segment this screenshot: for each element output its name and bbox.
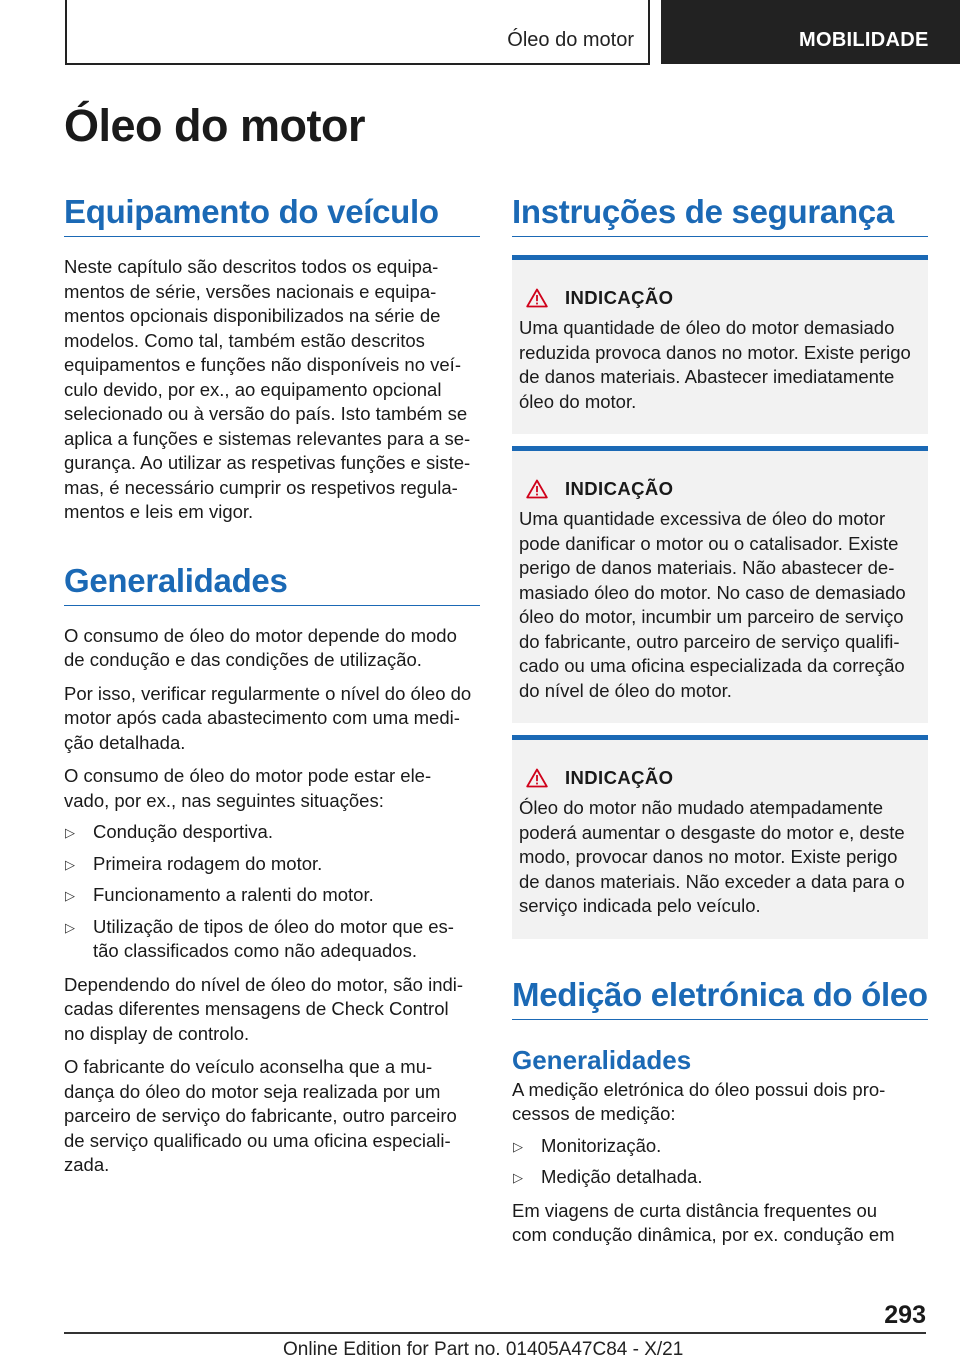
notice-box: [512, 446, 928, 723]
left-column: [64, 192, 480, 1178]
triangle-bullet-icon: ▷: [513, 1138, 523, 1154]
subheading-general: Generalidades: [512, 1044, 692, 1075]
notice-text: Óleo do motor não mudado atempadamente poderá aumentar o desgaste do motor e, deste modo, provocar danos no motor. Existe perigo de danos materiais. Não exceder a data para o serviço indicada pelo veículo.: [519, 797, 905, 916]
page-number: 293: [884, 1301, 926, 1329]
triangle-bullet-icon: ▷: [513, 1170, 523, 1185]
footer-rule: [64, 1332, 926, 1334]
warning-triangle-icon: [526, 479, 548, 499]
measurement-paragraph-1: A medição eletrónica do óleo possui dois pro- cessos de medição:: [512, 1078, 886, 1124]
warning-triangle-icon: [526, 288, 548, 308]
page-footer: [0, 1290, 960, 1362]
triangle-bullet-icon: ▷: [65, 825, 75, 840]
header-chapter-tab: MOBILIDADE: [661, 0, 960, 64]
list-item: ▷ Monitorização.: [512, 1134, 928, 1159]
warning-triangle-icon: [526, 768, 548, 788]
list-item: ▷ Medição detalhada.: [512, 1165, 928, 1190]
general-paragraph-1: O consumo de óleo do motor depende do modo de condução e das condições de utilização.: [64, 624, 457, 670]
edition-note: Online Edition for Part no. 01405A47C84 - X/21: [283, 1339, 684, 1360]
notice-text: Uma quantidade excessiva de óleo do motor pode danificar o motor ou o catalisador. Existe perigo de danos materiais. Não abastecer de- masiado óleo do motor. No caso de demasiado óleo do motor, incumbir um parceiro de serviço do fabricante, outro parceiro de serviço qualifi- cado ou uma oficina especializada da correção do nível de óleo do motor.: [519, 508, 906, 701]
header-section-title: Óleo do motor: [507, 29, 634, 51]
header-rule-divider: [648, 0, 650, 64]
general-paragraph-4: Dependendo do nível de óleo do motor, são indi- cadas diferentes mensagens de Check Control no display de controlo.: [64, 973, 464, 1044]
heading-general: Generalidades: [64, 561, 480, 606]
equipment-paragraph: Neste capítulo são descritos todos os equipa- mentos de série, versões nacionais e equipa- mentos opcionais disponibilizados na série de modelos. Como tal, também estão descritos equipamentos e funções não disponíveis no veí- culo devido, por ex., ao equipamento opcional selecionado ou à versão do país. Isto também se aplica a funções e sistemas relevantes para a se- gurança. Ao utilizar as respetivas funções e siste- mas, é necessário cumprir os respetivos regula- mentos e leis em vigor.: [64, 256, 471, 522]
notice-box: [512, 735, 928, 939]
header-rule-left: [65, 0, 67, 64]
list-item: ▷ Utilização de tipos de óleo do motor que es- tão classificados como não adequados.: [65, 915, 454, 961]
page-header: [0, 0, 960, 66]
measurement-paragraph-2: Em viagens de curta distância frequentes ou com condução dinâmica, por ex. condução em: [512, 1199, 895, 1245]
heading-vehicle-equipment: Equipamento do veículo: [64, 192, 480, 237]
situations-list: [64, 820, 480, 964]
notice-label: INDICAÇÃO: [565, 767, 674, 788]
page-title: Óleo do motor: [64, 100, 365, 151]
general-paragraph-2: Por isso, verificar regularmente o nível do óleo do motor após cada abastecimento com uma medi- ção detalhada.: [64, 682, 472, 753]
general-paragraph-5: O fabricante do veículo aconselha que a mu- dança do óleo do motor seja realizada por um parceiro de serviço do fabricante, outro parceiro de serviço qualificado ou uma oficina especiali- zada.: [64, 1056, 457, 1175]
notice-box: [512, 255, 928, 434]
general-paragraph-3: O consumo de óleo do motor pode estar ele- vado, por ex., nas seguintes situações:: [64, 765, 432, 811]
list-item: ▷ Funcionamento a ralenti do motor.: [64, 883, 480, 908]
triangle-bullet-icon: ▷: [65, 888, 75, 903]
triangle-bullet-icon: ▷: [65, 856, 75, 872]
list-item: ▷ Primeira rodagem do motor.: [64, 852, 480, 877]
heading-electronic-oil-measurement: Medição eletrónica do óleo: [512, 975, 928, 1020]
measurement-processes-list: [512, 1134, 928, 1190]
heading-safety-instructions: Instruções de segurança: [512, 192, 928, 237]
notice-label: INDICAÇÃO: [565, 478, 674, 499]
triangle-bullet-icon: ▷: [65, 919, 75, 935]
header-rule-bottom: [65, 63, 650, 65]
list-item: ▷ Condução desportiva.: [64, 820, 480, 845]
right-column: [512, 192, 928, 1248]
notice-text: Uma quantidade de óleo do motor demasiado reduzida provoca danos no motor. Existe perigo de danos materiais. Abastecer imediatamente óleo do motor.: [519, 317, 911, 412]
notice-label: INDICAÇÃO: [565, 287, 674, 308]
